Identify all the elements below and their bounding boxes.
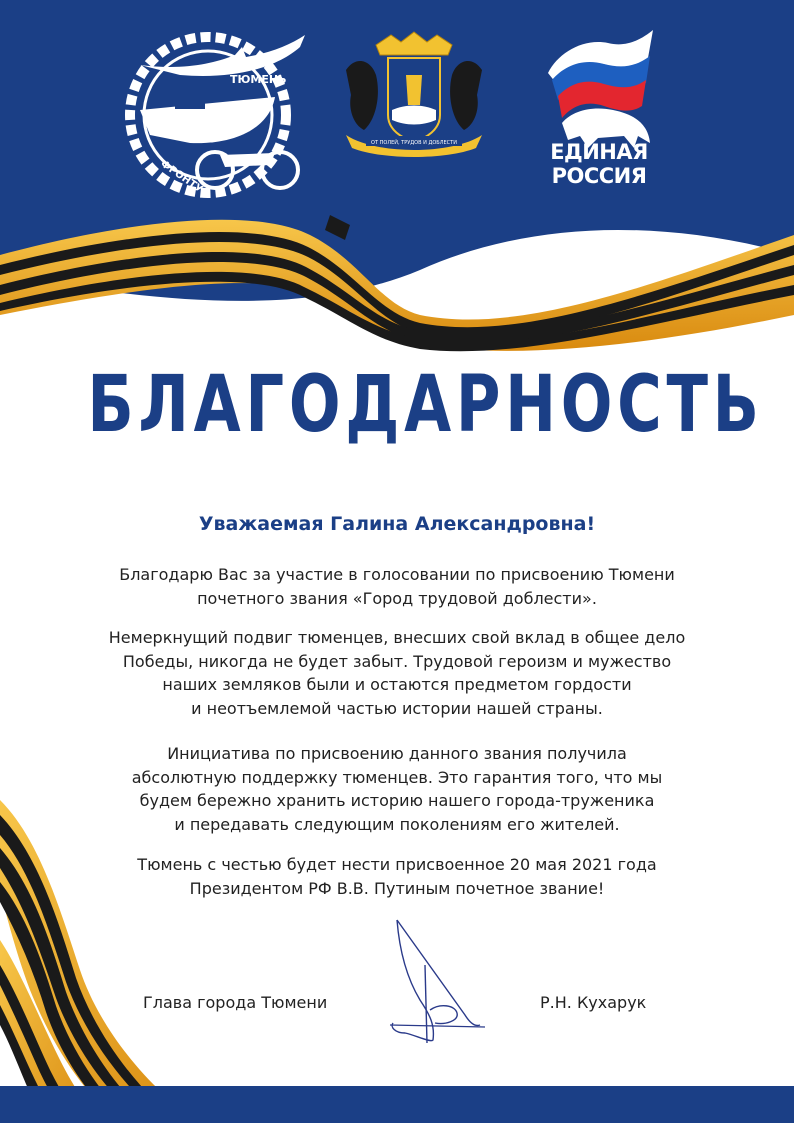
paragraph-line: Президентом РФ В.В. Путиным почетное звание! [189, 878, 605, 898]
party-name-line2: РОССИЯ [551, 164, 647, 188]
paragraph-line: Немеркнущий подвиг тюменцев, внесших свой вклад в общее дело [108, 628, 686, 647]
paragraph-line: будем бережно хранить историю нашего города-труженика [139, 791, 655, 810]
paragraph-2 [90, 626, 704, 720]
paragraph-line: Инициатива по присвоению данного звания получила [167, 744, 627, 763]
paragraph-line: и неотъемлемой частью истории нашей страны. [191, 698, 603, 718]
front-logo-text-bottom: ФРОНТУ [158, 158, 205, 196]
paragraph-line: Победы, никогда не будет забыт. Трудовой героизм и мужество [122, 651, 672, 671]
paragraph-4 [90, 853, 704, 900]
paragraph-line: Благодарю Вас за участие в голосовании по присвоению Тюмени [119, 565, 675, 584]
tyumen-coat-of-arms [336, 30, 492, 160]
document-title: БЛАГОДАРНОСТЬ [87, 360, 764, 450]
paragraph-line: почетного звания «Город трудовой доблести». [197, 588, 597, 608]
front-logo-text-top: ТЮМЕНЬ [230, 73, 287, 86]
salutation: Уважаемая Галина Александровна! [198, 513, 596, 535]
paragraph-line: наших земляков были и остаются предметом гордости [162, 675, 632, 694]
coat-motto: ОТ ПОЛЕЙ, ТРУДОВ И ДОБЛЕСТИ [371, 140, 457, 146]
paragraph-line: абсолютную поддержку тюменцев. Это гарантия того, что мы [131, 767, 663, 787]
paragraph-line: Тюмень с честью будет нести присвоенное 20 мая 2021 года [137, 855, 657, 874]
signatory-position: Глава города Тюмени [143, 993, 328, 1012]
st-george-ribbon-top [0, 195, 794, 355]
handwritten-signature [385, 915, 495, 1050]
footer-bar [0, 1086, 794, 1123]
st-george-ribbon-left [0, 800, 200, 1123]
paragraph-3 [90, 742, 704, 836]
paragraph-1 [90, 563, 704, 610]
tyumen-front-logo [120, 25, 310, 200]
party-name-line1: ЕДИНАЯ [550, 140, 648, 164]
paragraph-line: и передавать следующим поколениям его жителей. [174, 814, 620, 834]
signatory-name: Р.Н. Кухарук [540, 993, 647, 1012]
